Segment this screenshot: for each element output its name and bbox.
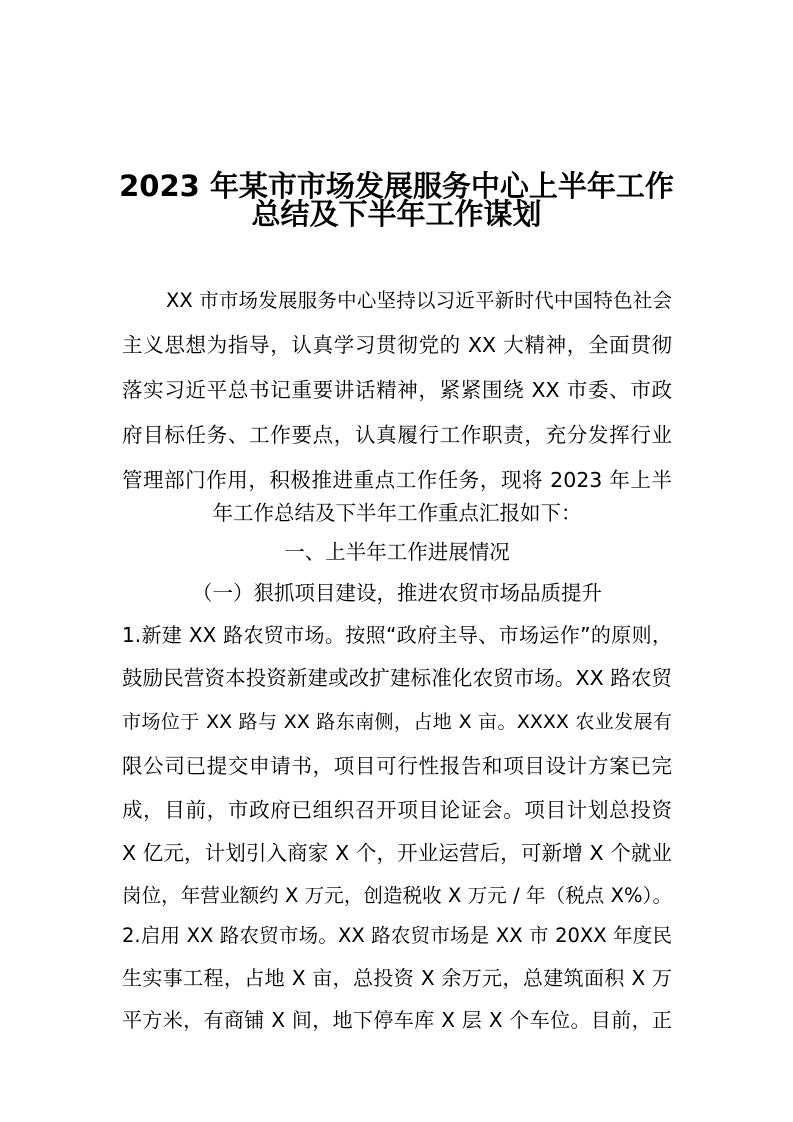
section-heading: 一、上半年工作进展情况 [284, 540, 510, 564]
intro-line-4: 府目标任务、工作要点，认真履行工作职责，充分发挥行业 [122, 423, 672, 447]
item1-line-7: 岗位，年营业额约 X 万元，创造税收 X 万元 / 年（税点 X%）。 [122, 884, 672, 907]
intro-line-3: 落实习近平总书记重要讲话精神，紧紧围绕 XX 市委、市政 [122, 378, 672, 402]
document-title-line-1: 2023 年某市市场发展服务中心上半年工作 [119, 169, 674, 203]
item1-line-1: 1.新建 XX 路农贸市场。按照“政府主导、市场运作”的原则， [122, 623, 672, 647]
subsection-heading: （一）狠抓项目建设，推进农贸市场品质提升 [192, 581, 602, 605]
intro-line-6: 年工作总结及下半年工作重点汇报如下： [212, 501, 582, 525]
intro-line-1: XX 市市场发展服务中心坚持以习近平新时代中国特色社会 [166, 289, 672, 312]
item1-line-4: 限公司已提交申请书，项目可行性报告和项目设计方案已完 [122, 754, 672, 778]
item2-line-3: 平方米，有商铺 X 间，地下停车库 X 层 X 个车位。目前，正 [122, 1008, 672, 1032]
intro-line-2: 主义思想为指导，认真学习贯彻党的 XX 大精神，全面贯彻 [122, 333, 672, 357]
intro-line-5: 管理部门作用，积极推进重点工作任务，现将 2023 年上半 [122, 468, 672, 492]
item1-line-6: X 亿元，计划引入商家 X 个，开业运营后，可新增 X 个就业 [122, 841, 672, 865]
item2-line-1: 2.启用 XX 路农贸市场。XX 路农贸市场是 XX 市 20XX 年度民 [122, 924, 672, 947]
item2-line-2: 生实事工程，占地 X 亩，总投资 X 余万元，总建筑面积 X 万 [122, 966, 672, 990]
item1-line-3: 市场位于 XX 路与 XX 路东南侧，占地 X 亩。XXXX 农业发展有 [122, 711, 672, 733]
item1-line-2: 鼓励民营资本投资新建或改扩建标准化农贸市场。XX 路农贸 [122, 666, 672, 690]
document-title-line-2: 总结及下半年工作谋划 [251, 197, 542, 231]
item1-line-5: 成，目前，市政府已组织召开项目论证会。项目计划总投资 [122, 798, 672, 822]
